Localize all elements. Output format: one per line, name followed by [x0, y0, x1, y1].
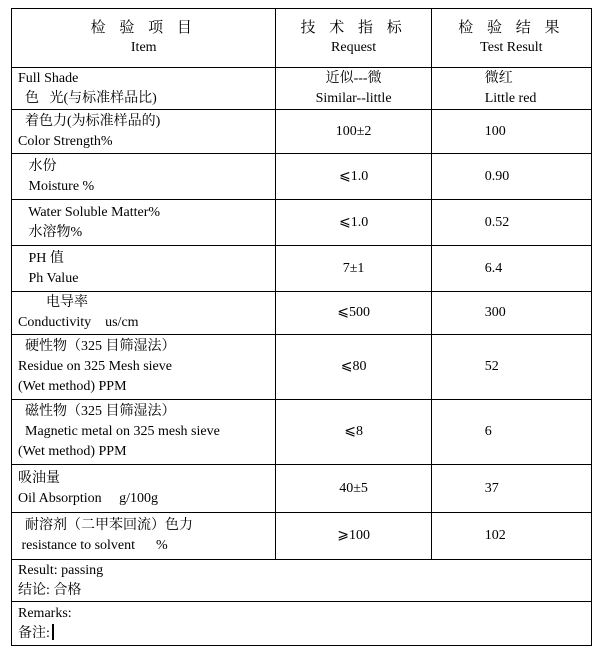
item-line: (Wet method) PPM — [18, 379, 127, 394]
request-value: 7±1 — [342, 260, 365, 276]
request-value: ⩽1.0 — [338, 214, 369, 230]
item-line: Oil Absorption g/100g — [18, 490, 159, 506]
header-result-cell — [431, 9, 591, 68]
conclusion-row — [12, 560, 592, 602]
item-line: (Wet method) PPM — [18, 444, 127, 459]
request-value: ⩽8 — [344, 424, 363, 439]
result-line: Little red — [484, 90, 537, 106]
request-cell — [276, 513, 431, 560]
table-row — [12, 154, 592, 200]
result-cell — [431, 246, 591, 292]
item-line: Moisture % — [18, 178, 95, 194]
header-item-zh: 检 验 项 目 — [90, 20, 197, 36]
item-cell — [12, 68, 276, 110]
request-value: ⩾100 — [337, 528, 370, 543]
item-cell — [12, 292, 276, 335]
result-line: 微红 — [484, 70, 513, 86]
request-value: 100±2 — [335, 123, 372, 139]
request-cell — [276, 200, 431, 246]
header-item-en: Item — [130, 40, 157, 55]
item-line: 电导率 — [18, 295, 88, 310]
request-line: 近似---微 — [325, 70, 382, 86]
item-line: 着色力(为标准样品的) — [18, 113, 161, 129]
item-line: 色 光(与标准样品比) — [18, 90, 157, 106]
request-value: 40±5 — [339, 480, 368, 496]
request-value: ⩽500 — [337, 305, 370, 320]
item-line: Residue on 325 Mesh sieve — [18, 359, 172, 374]
request-cell — [276, 154, 431, 200]
item-line: 吸油量 — [18, 470, 60, 486]
result-cell — [431, 68, 591, 110]
request-value: ⩽80 — [340, 359, 367, 374]
table-row — [12, 246, 592, 292]
item-line: resistance to solvent % — [18, 538, 168, 553]
header-row — [12, 9, 592, 68]
result-value: 0.90 — [484, 168, 510, 184]
item-line: 水溶物% — [18, 224, 83, 240]
remarks-cell[interactable] — [12, 602, 592, 646]
result-cell — [431, 400, 591, 465]
header-request-cell — [276, 9, 431, 68]
table-row — [12, 400, 592, 465]
table-row — [12, 200, 592, 246]
item-line: 水份 — [18, 158, 57, 174]
item-cell — [12, 200, 276, 246]
result-value: 100 — [484, 123, 506, 139]
result-value: 102 — [484, 528, 506, 543]
result-value: 6.4 — [484, 260, 503, 276]
remarks-zh: 备注: — [18, 625, 50, 641]
remarks-row — [12, 602, 592, 646]
item-line: Water Soluble Matter% — [18, 204, 161, 220]
item-line: Conductivity us/cm — [18, 315, 139, 330]
result-cell — [431, 513, 591, 560]
item-cell — [12, 110, 276, 154]
table-row — [12, 292, 592, 335]
request-cell — [276, 246, 431, 292]
conclusion-en: Result: passing — [18, 562, 104, 578]
remarks-en: Remarks: — [18, 605, 72, 621]
request-cell — [276, 110, 431, 154]
item-line: 磁性物（325 目筛湿法） — [18, 404, 176, 419]
header-item-cell — [12, 9, 276, 68]
result-value: 6 — [484, 424, 492, 439]
result-cell — [431, 292, 591, 335]
item-cell — [12, 513, 276, 560]
item-line: PH 值 — [18, 250, 64, 266]
header-result-zh: 检 验 结 果 — [458, 20, 565, 36]
item-cell — [12, 400, 276, 465]
text-cursor — [52, 624, 54, 640]
request-cell — [276, 465, 431, 513]
table-row — [12, 465, 592, 513]
item-line: Color Strength% — [18, 133, 113, 149]
request-cell — [276, 292, 431, 335]
result-cell — [431, 335, 591, 400]
conclusion-cell — [12, 560, 592, 602]
inspection-report-table — [11, 8, 592, 646]
request-cell — [276, 335, 431, 400]
request-line: Similar--little — [315, 90, 392, 106]
header-request-en: Request — [331, 40, 377, 55]
header-request-zh: 技 术 指 标 — [300, 20, 407, 36]
conclusion-zh: 结论: 合格 — [18, 582, 82, 598]
result-value: 52 — [484, 359, 499, 374]
item-line: Full Shade — [18, 70, 79, 86]
result-cell — [431, 110, 591, 154]
table-row — [12, 68, 592, 110]
request-value: ⩽1.0 — [338, 168, 369, 184]
header-result-en: Test Result — [480, 40, 543, 55]
table-row — [12, 513, 592, 560]
item-cell — [12, 335, 276, 400]
request-cell — [276, 400, 431, 465]
result-value: 37 — [484, 480, 499, 496]
item-line: Magnetic metal on 325 mesh sieve — [18, 424, 220, 439]
result-cell — [431, 465, 591, 513]
remarks-zh-line — [18, 624, 591, 644]
item-line: Ph Value — [18, 270, 79, 286]
item-cell — [12, 246, 276, 292]
result-value: 300 — [484, 305, 506, 320]
item-cell — [12, 154, 276, 200]
result-cell — [431, 154, 591, 200]
request-cell — [276, 68, 431, 110]
result-value: 0.52 — [484, 214, 510, 230]
item-cell — [12, 465, 276, 513]
result-cell — [431, 200, 591, 246]
table-row — [12, 335, 592, 400]
item-line: 耐溶剂（二甲苯回流）色力 — [18, 518, 193, 533]
item-line: 硬性物（325 目筛湿法） — [18, 339, 176, 354]
table-row — [12, 110, 592, 154]
